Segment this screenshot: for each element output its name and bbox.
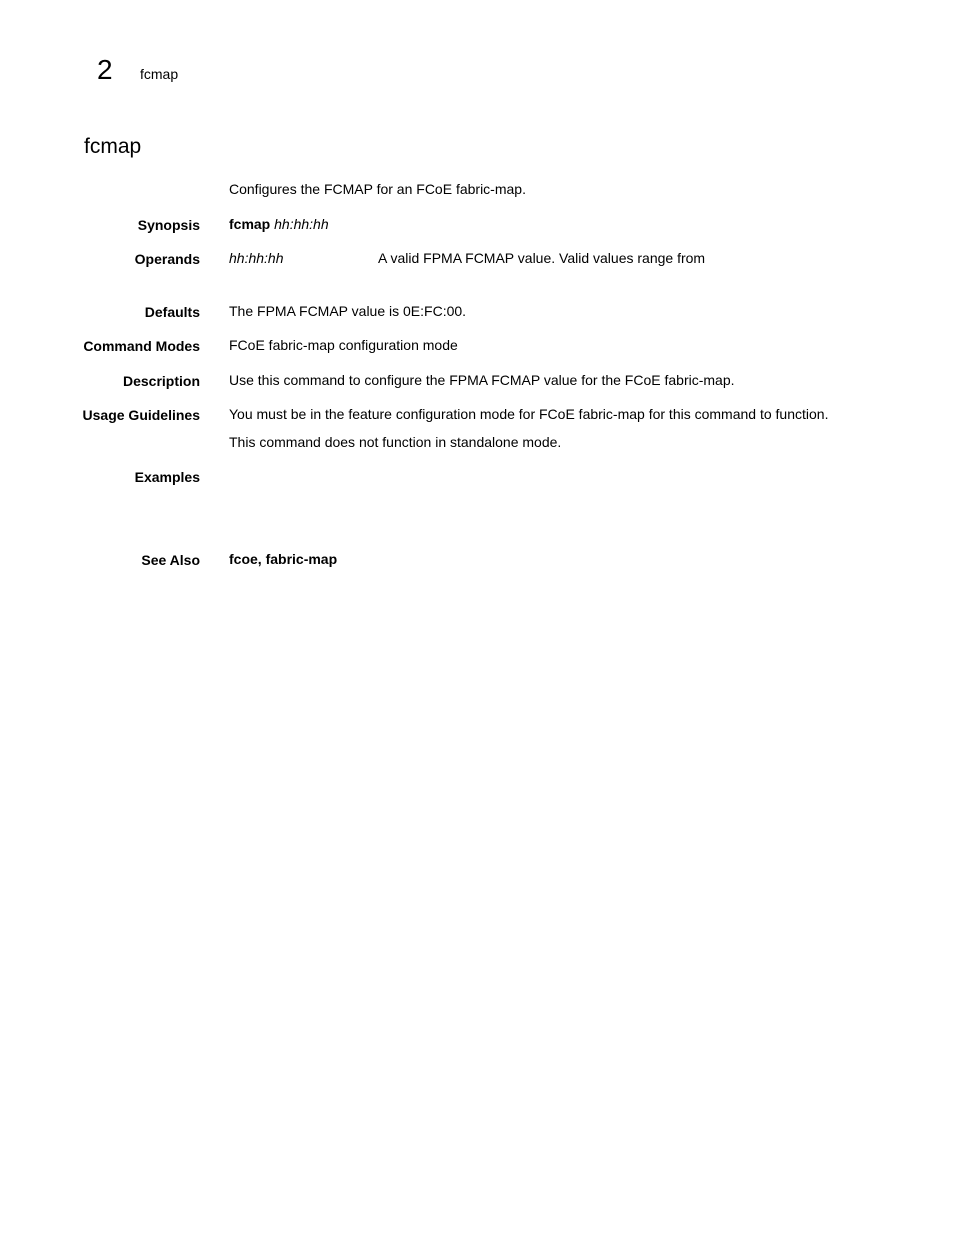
- usage-guidelines-paragraph: You must be in the feature configuration mode for FCoE fabric-map for this command to function.: [229, 406, 829, 422]
- see-also-links[interactable]: fcoe, fabric-map: [229, 551, 338, 567]
- command-modes-label: Command Modes: [83, 338, 200, 354]
- operand-description: A valid FPMA FCMAP value. Valid values range from: [378, 250, 706, 266]
- intro-text: Configures the FCMAP for an FCoE fabric-map.: [229, 181, 526, 197]
- chapter-number: 2: [97, 54, 113, 85]
- description-text: Use this command to configure the FPMA FCMAP value for the FCoE fabric-map.: [229, 372, 735, 388]
- description-label: Description: [122, 373, 200, 389]
- operands-label: Operands: [134, 251, 200, 267]
- examples-label: Examples: [134, 469, 200, 485]
- synopsis-args: hh:hh:hh: [274, 216, 329, 232]
- defaults-label: Defaults: [144, 304, 200, 320]
- see-also-label: See Also: [141, 552, 200, 568]
- usage-guidelines-label: Usage Guidelines: [82, 407, 200, 423]
- running-header-title: fcmap: [140, 66, 179, 82]
- command-modes-text: FCoE fabric-map configuration mode: [229, 337, 458, 353]
- synopsis-command: fcmap: [229, 216, 271, 232]
- defaults-text: The FPMA FCMAP value is 0E:FC:00.: [229, 303, 467, 319]
- usage-guidelines-paragraph: This command does not function in standalone mode.: [229, 434, 562, 450]
- operand-name: hh:hh:hh: [229, 250, 284, 266]
- page-title: fcmap: [84, 135, 142, 158]
- synopsis-label: Synopsis: [137, 217, 200, 233]
- synopsis-text: [229, 216, 329, 232]
